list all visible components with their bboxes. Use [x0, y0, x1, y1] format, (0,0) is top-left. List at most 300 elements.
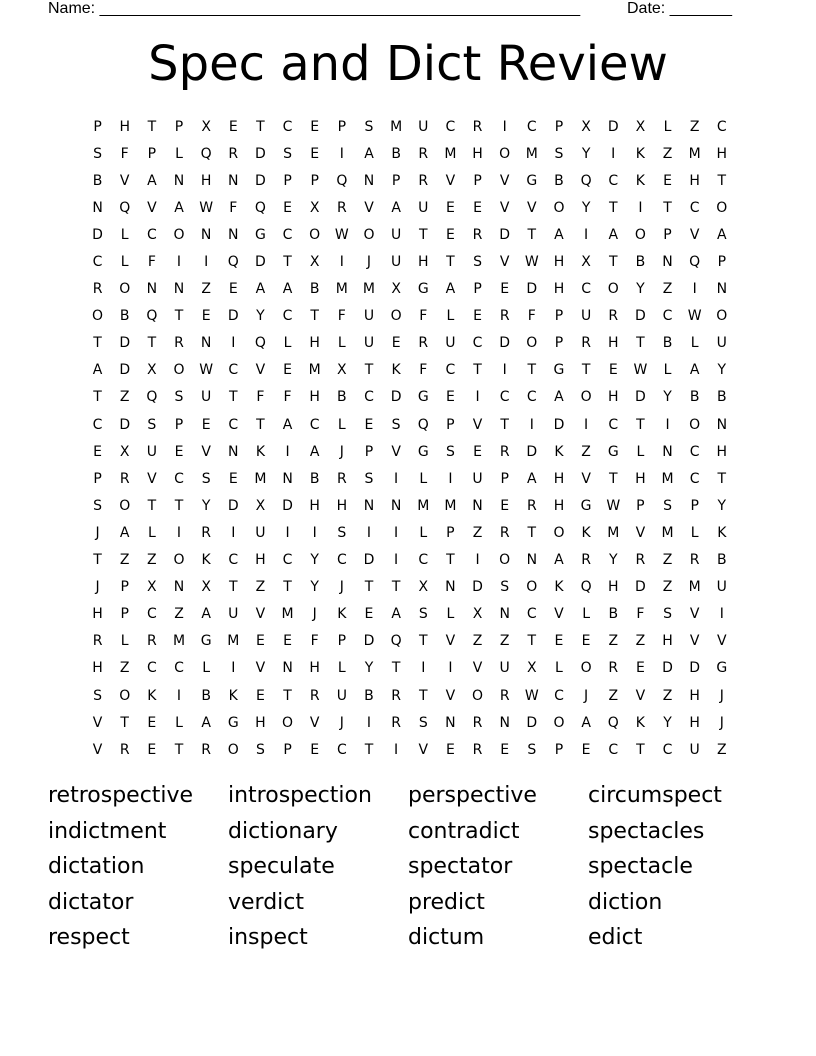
- grid-letter: S: [500, 579, 510, 596]
- grid-letter: X: [309, 199, 320, 216]
- grid-letter: Y: [310, 552, 319, 569]
- grid-letter: B: [635, 254, 646, 271]
- grid-letter: H: [553, 470, 565, 487]
- grid-letter: D: [526, 714, 538, 731]
- grid-letter: G: [417, 389, 429, 406]
- grid-letter: T: [663, 199, 672, 216]
- grid-letter: V: [445, 172, 456, 189]
- grid-letter: N: [363, 172, 375, 189]
- grid-letter: Q: [146, 308, 158, 325]
- grid-letter: I: [448, 660, 453, 677]
- grid-letter: G: [716, 660, 728, 677]
- grid-letter: E: [201, 416, 211, 433]
- grid-letter: M: [172, 633, 186, 650]
- grid-letter: C: [336, 741, 347, 758]
- grid-letter: B: [309, 281, 320, 298]
- grid-letter: L: [120, 633, 129, 650]
- grid-letter: S: [174, 389, 184, 406]
- grid-letter: D: [92, 226, 103, 243]
- grid-letter: Y: [364, 660, 374, 677]
- grid-letter: Y: [310, 579, 319, 596]
- grid-letter: V: [635, 524, 646, 541]
- grid-letter: M: [417, 497, 430, 514]
- grid-row: [84, 411, 736, 438]
- grid-letter: R: [526, 497, 537, 514]
- grid-letter: A: [717, 226, 727, 243]
- grid-letter: L: [337, 335, 346, 352]
- grid-letter: L: [175, 714, 183, 731]
- grid-letter: N: [499, 606, 510, 623]
- grid-letter: K: [391, 362, 401, 379]
- grid-letter: J: [95, 579, 100, 596]
- grid-letter: C: [662, 741, 673, 758]
- grid-letter: H: [689, 172, 700, 189]
- grid-letter: S: [391, 416, 401, 433]
- grid-letter: R: [119, 741, 130, 758]
- grid-letter: N: [445, 714, 456, 731]
- grid-letter: I: [611, 145, 616, 162]
- grid-letter: R: [418, 172, 429, 189]
- grid-letter: V: [309, 714, 320, 731]
- grid-letter: Z: [499, 633, 510, 650]
- grid-letter: D: [363, 552, 375, 569]
- grid-letter: D: [227, 308, 239, 325]
- grid-letter: P: [147, 145, 157, 162]
- grid-letter: Z: [662, 145, 673, 162]
- grid-letter: D: [363, 633, 375, 650]
- grid-letter: W: [606, 497, 621, 514]
- grid-letter: Y: [201, 497, 211, 514]
- grid-letter: Y: [717, 362, 727, 379]
- date-field[interactable]: Date: _______: [627, 0, 732, 17]
- grid-letter: O: [553, 199, 565, 216]
- grid-letter: O: [526, 335, 538, 352]
- grid-letter: D: [119, 416, 131, 433]
- grid-letter: O: [580, 660, 592, 677]
- grid-letter: N: [472, 497, 483, 514]
- grid-letter: R: [92, 633, 103, 650]
- grid-letter: W: [633, 362, 648, 379]
- grid-letter: H: [607, 335, 619, 352]
- grid-letter: S: [663, 606, 672, 623]
- grid-letter: A: [364, 145, 374, 162]
- grid-letter: V: [147, 470, 157, 487]
- grid-letter: C: [662, 308, 673, 325]
- grid-letter: V: [445, 687, 456, 704]
- grid-letter: B: [554, 172, 564, 189]
- grid-letter: T: [120, 714, 129, 731]
- grid-letter: O: [580, 389, 592, 406]
- grid-letter: U: [418, 199, 429, 216]
- grid-letter: P: [120, 579, 129, 596]
- grid-letter: W: [524, 254, 539, 271]
- grid-letter: E: [445, 741, 455, 758]
- grid-letter: A: [608, 226, 619, 243]
- grid-letter: Q: [417, 416, 429, 433]
- grid-letter: B: [608, 606, 619, 623]
- grid-letter: U: [336, 687, 347, 704]
- page-title: Spec and Dict Review: [148, 36, 668, 92]
- grid-letter: U: [363, 308, 375, 325]
- grid-letter: I: [638, 199, 643, 216]
- grid-letter: D: [255, 172, 266, 189]
- grid-letter: H: [309, 389, 320, 406]
- grid-letter: Z: [662, 552, 673, 569]
- grid-letter: F: [337, 308, 346, 325]
- grid-letter: O: [499, 145, 511, 162]
- grid-letter: M: [281, 606, 294, 623]
- grid-letter: I: [176, 254, 182, 271]
- grid-letter: J: [339, 714, 344, 731]
- grid-letter: C: [146, 660, 157, 677]
- grid-letter: R: [228, 145, 239, 162]
- grid-letter: T: [527, 633, 537, 650]
- grid-letter: Z: [717, 741, 727, 758]
- grid-letter: S: [93, 145, 103, 162]
- grid-letter: X: [309, 254, 320, 271]
- grid-letter: T: [608, 470, 618, 487]
- grid-letter: P: [364, 443, 374, 460]
- grid-letter: M: [444, 497, 457, 514]
- grid-letter: E: [228, 470, 238, 487]
- grid-letter: E: [93, 443, 102, 460]
- grid-letter: L: [337, 660, 346, 677]
- grid-letter: A: [309, 443, 320, 460]
- grid-letter: M: [661, 524, 674, 541]
- grid-letter: B: [337, 389, 347, 406]
- grid-letter: M: [227, 633, 240, 650]
- grid-letter: I: [285, 524, 290, 541]
- grid-letter: E: [255, 687, 265, 704]
- grid-letter: T: [228, 579, 238, 596]
- grid-letter: Q: [254, 335, 266, 352]
- grid-letter: L: [690, 335, 699, 352]
- grid-letter: O: [553, 524, 565, 541]
- grid-letter: O: [390, 308, 402, 325]
- grid-letter: U: [580, 308, 592, 325]
- grid-letter: B: [662, 335, 673, 352]
- grid-letter: A: [554, 226, 564, 243]
- grid-letter: N: [92, 199, 103, 216]
- grid-letter: Y: [636, 281, 645, 298]
- grid-letter: O: [553, 714, 565, 731]
- grid-letter: C: [146, 226, 157, 243]
- grid-letter: O: [119, 281, 131, 298]
- grid-letter: A: [554, 552, 564, 569]
- grid-letter: N: [200, 226, 212, 243]
- grid-letter: H: [689, 714, 700, 731]
- grid-letter: M: [335, 281, 348, 298]
- grid-letter: U: [716, 579, 727, 596]
- grid-letter: R: [418, 145, 429, 162]
- grid-letter: Y: [581, 199, 591, 216]
- grid-letter: B: [364, 687, 374, 704]
- grid-letter: T: [228, 389, 238, 406]
- grid-letter: M: [688, 579, 701, 596]
- grid-letter: C: [282, 118, 293, 135]
- grid-letter: E: [147, 741, 157, 758]
- word-list-item: edict: [588, 925, 643, 951]
- grid-letter: S: [418, 606, 428, 623]
- grid-letter: S: [93, 497, 103, 514]
- grid-letter: V: [92, 714, 103, 731]
- grid-letter: T: [446, 254, 455, 271]
- grid-letter: R: [472, 714, 483, 731]
- grid-letter: F: [229, 199, 238, 216]
- grid-letter: N: [173, 579, 185, 596]
- grid-letter: I: [394, 552, 399, 569]
- grid-row: [84, 492, 736, 519]
- grid-letter: S: [418, 714, 428, 731]
- grid-letter: U: [146, 443, 157, 460]
- grid-letter: M: [362, 281, 376, 298]
- grid-letter: E: [364, 416, 374, 433]
- grid-letter: K: [581, 524, 591, 541]
- grid-letter: F: [527, 308, 536, 325]
- grid-letter: S: [364, 118, 374, 135]
- grid-letter: B: [717, 389, 727, 406]
- word-list-item: dictator: [48, 889, 134, 915]
- grid-letter: O: [173, 552, 185, 569]
- grid-letter: R: [201, 524, 211, 541]
- grid-letter: G: [580, 497, 592, 514]
- grid-letter: E: [500, 281, 510, 298]
- grid-letter: P: [554, 335, 564, 352]
- grid-letter: S: [201, 470, 211, 487]
- grid-letter: I: [285, 443, 290, 460]
- grid-letter: J: [339, 579, 344, 596]
- grid-letter: K: [717, 524, 727, 541]
- grid-letter: A: [92, 362, 103, 379]
- grid-letter: I: [339, 145, 344, 162]
- grid-letter: A: [119, 524, 130, 541]
- grid-letter: B: [717, 552, 727, 569]
- grid-letter: E: [255, 633, 265, 650]
- letter-grid: [84, 113, 736, 763]
- grid-letter: P: [554, 308, 564, 325]
- grid-letter: I: [312, 524, 317, 541]
- grid-letter: X: [201, 579, 211, 596]
- grid-letter: V: [445, 633, 456, 650]
- grid-letter: K: [147, 687, 157, 704]
- grid-letter: Z: [201, 281, 211, 298]
- word-list-item: spectacle: [588, 854, 693, 880]
- grid-letter: P: [337, 633, 347, 650]
- grid-letter: R: [608, 660, 619, 677]
- grid-letter: L: [202, 660, 211, 677]
- grid-letter: O: [716, 199, 728, 216]
- grid-letter: C: [92, 254, 103, 271]
- grid-letter: P: [283, 741, 292, 758]
- grid-letter: X: [119, 443, 130, 460]
- grid-letter: L: [175, 145, 183, 162]
- grid-letter: V: [581, 470, 591, 487]
- grid-letter: X: [255, 497, 266, 514]
- grid-letter: O: [634, 226, 646, 243]
- grid-letter: A: [391, 199, 401, 216]
- grid-letter: D: [255, 254, 266, 271]
- grid-letter: D: [499, 335, 511, 352]
- grid-row: [84, 330, 736, 357]
- grid-row: [84, 167, 736, 194]
- grid-letter: P: [663, 226, 672, 243]
- grid-letter: C: [364, 389, 374, 406]
- grid-letter: C: [608, 416, 619, 433]
- grid-row: [84, 140, 736, 167]
- grid-letter: I: [502, 362, 507, 379]
- grid-letter: L: [555, 660, 563, 677]
- grid-letter: H: [417, 254, 429, 271]
- grid-letter: E: [500, 741, 510, 758]
- grid-letter: C: [92, 416, 103, 433]
- grid-letter: G: [553, 362, 565, 379]
- grid-letter: L: [446, 606, 455, 623]
- grid-letter: O: [499, 552, 511, 569]
- grid-row: [84, 655, 736, 682]
- grid-letter: T: [310, 308, 319, 325]
- grid-letter: N: [282, 470, 293, 487]
- grid-letter: N: [228, 226, 239, 243]
- grid-letter: R: [201, 741, 211, 758]
- grid-letter: F: [636, 606, 645, 623]
- grid-letter: N: [716, 416, 728, 433]
- grid-letter: J: [719, 687, 724, 704]
- grid-letter: I: [584, 416, 589, 433]
- grid-letter: N: [526, 552, 538, 569]
- grid-letter: D: [662, 660, 673, 677]
- grid-letter: T: [174, 497, 184, 514]
- grid-letter: H: [92, 606, 103, 623]
- grid-letter: P: [554, 741, 564, 758]
- grid-letter: Q: [689, 254, 701, 271]
- grid-letter: Q: [146, 389, 158, 406]
- grid-letter: Q: [254, 199, 266, 216]
- grid-letter: V: [472, 660, 483, 677]
- grid-letter: B: [309, 470, 320, 487]
- grid-letter: C: [282, 226, 293, 243]
- grid-letter: T: [283, 254, 292, 271]
- grid-letter: R: [472, 226, 483, 243]
- grid-letter: T: [256, 416, 265, 433]
- grid-letter: O: [119, 497, 131, 514]
- grid-letter: N: [499, 714, 510, 731]
- grid-letter: N: [173, 281, 185, 298]
- grid-letter: V: [554, 606, 564, 623]
- grid-letter: W: [199, 199, 214, 216]
- grid-letter: N: [228, 443, 239, 460]
- grid-letter: N: [282, 660, 293, 677]
- grid-letter: N: [173, 172, 185, 189]
- grid-letter: T: [174, 308, 184, 325]
- word-list-item: spectacles: [588, 818, 705, 844]
- grid-letter: U: [716, 335, 727, 352]
- grid-letter: U: [255, 524, 266, 541]
- grid-letter: O: [363, 226, 375, 243]
- grid-row: [84, 547, 736, 574]
- grid-letter: R: [499, 308, 510, 325]
- grid-letter: T: [147, 118, 157, 135]
- grid-letter: A: [527, 470, 537, 487]
- grid-row: [84, 628, 736, 655]
- word-list-item: perspective: [408, 783, 537, 808]
- grid-letter: A: [201, 606, 211, 623]
- grid-letter: I: [502, 118, 507, 135]
- grid-letter: M: [254, 470, 267, 487]
- grid-letter: T: [93, 552, 102, 569]
- word-list-item: diction: [588, 889, 663, 915]
- grid-letter: K: [228, 687, 238, 704]
- grid-letter: V: [689, 606, 700, 623]
- grid-letter: P: [446, 416, 455, 433]
- grid-letter: U: [418, 118, 429, 135]
- grid-letter: T: [636, 416, 645, 433]
- grid-letter: E: [310, 118, 320, 135]
- grid-row: [84, 574, 736, 601]
- grid-letter: I: [529, 416, 534, 433]
- grid-row: [84, 357, 736, 384]
- grid-letter: O: [716, 308, 728, 325]
- grid-letter: Q: [390, 633, 402, 650]
- grid-letter: G: [227, 714, 239, 731]
- grid-row: [84, 519, 736, 546]
- grid-letter: T: [527, 226, 537, 243]
- grid-letter: D: [634, 579, 646, 596]
- grid-letter: G: [200, 633, 212, 650]
- grid-letter: C: [174, 660, 184, 677]
- grid-letter: X: [418, 579, 429, 596]
- grid-letter: C: [228, 552, 239, 569]
- grid-letter: T: [147, 497, 157, 514]
- grid-letter: C: [608, 741, 619, 758]
- grid-letter: O: [282, 714, 294, 731]
- grid-letter: F: [120, 145, 129, 162]
- grid-letter: O: [526, 579, 538, 596]
- grid-letter: I: [719, 606, 724, 623]
- grid-letter: Z: [662, 687, 673, 704]
- grid-row: [84, 276, 736, 303]
- grid-letter: E: [283, 199, 292, 216]
- grid-letter: I: [366, 524, 372, 541]
- word-list-item: respect: [48, 925, 130, 951]
- grid-letter: I: [448, 470, 453, 487]
- grid-letter: Q: [119, 199, 131, 216]
- header-line: [48, 0, 748, 20]
- grid-letter: B: [92, 172, 103, 189]
- name-field[interactable]: Name: ______________________________________________________: [48, 0, 581, 17]
- grid-letter: E: [201, 308, 211, 325]
- grid-letter: Q: [336, 172, 348, 189]
- grid-letter: T: [283, 579, 292, 596]
- grid-letter: H: [553, 254, 565, 271]
- grid-letter: E: [310, 741, 320, 758]
- grid-letter: I: [475, 552, 480, 569]
- grid-letter: V: [364, 199, 374, 216]
- grid-letter: R: [635, 552, 646, 569]
- grid-letter: S: [283, 145, 292, 162]
- grid-letter: V: [689, 226, 700, 243]
- grid-letter: T: [364, 741, 374, 758]
- grid-letter: V: [255, 362, 266, 379]
- grid-letter: H: [92, 660, 103, 677]
- grid-letter: T: [174, 741, 184, 758]
- grid-letter: R: [689, 552, 700, 569]
- grid-letter: S: [364, 470, 374, 487]
- grid-letter: E: [283, 633, 292, 650]
- grid-letter: E: [473, 199, 482, 216]
- grid-letter: R: [336, 199, 347, 216]
- grid-letter: V: [499, 199, 510, 216]
- grid-letter: C: [146, 606, 157, 623]
